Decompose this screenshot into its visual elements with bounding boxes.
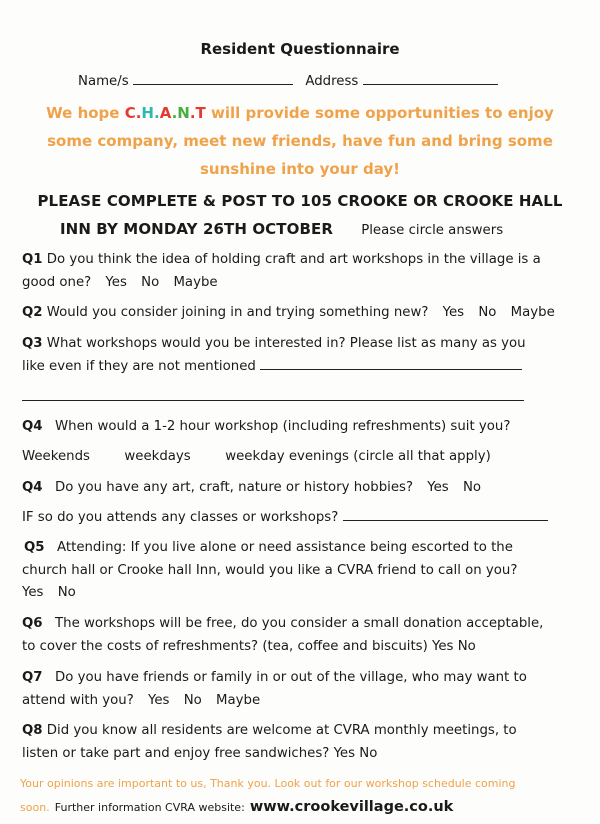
q3-line-1 <box>22 336 526 351</box>
q2-answer-no[interactable]: No <box>478 305 497 320</box>
chant-dot: . <box>189 104 196 122</box>
intro-line-3: sunshine into your day! <box>199 160 401 178</box>
q8-line-2 <box>22 746 377 761</box>
q6-answer-yes[interactable]: Yes <box>432 639 454 654</box>
chant-letter: C <box>124 104 136 122</box>
q2-number: Q2 <box>22 305 43 320</box>
q6-line-1 <box>22 616 543 631</box>
q8-text: Did you know all residents are welcome at CVRA monthly meetings, to <box>46 723 517 738</box>
q2-text: Would you consider joining in and trying something new? <box>46 305 429 320</box>
footer-line-2 <box>20 796 453 815</box>
q2-answer-maybe[interactable]: Maybe <box>510 305 555 320</box>
q4b-followup-text: IF so do you attends any classes or workshops? <box>22 510 339 525</box>
q1-answer-maybe[interactable]: Maybe <box>173 275 218 290</box>
q1-number: Q1 <box>22 252 43 267</box>
q5-number: Q5 <box>24 540 45 555</box>
q4a-option-weekdays[interactable]: weekdays <box>124 449 191 464</box>
q7-line-1 <box>22 670 527 685</box>
address-field[interactable] <box>363 83 498 85</box>
chant-letter: H <box>141 104 154 122</box>
chant-dot: . <box>135 104 142 122</box>
q4b-line <box>22 480 481 495</box>
footer-soon: soon. <box>20 801 50 814</box>
q8-answer-no[interactable]: No <box>359 746 378 761</box>
q8-text: listen or take part and enjoy free sandwiches? <box>22 746 330 761</box>
q5-line-2: church hall or Crooke hall Inn, would you like a CVRA friend to call on you? <box>22 563 518 578</box>
intro-text: will provide some opportunities to enjoy <box>205 104 554 122</box>
q7-answer-no[interactable]: No <box>183 693 202 708</box>
q3-answer-field-2[interactable] <box>22 400 524 401</box>
q7-number: Q7 <box>22 670 43 685</box>
q7-text: attend with you? <box>22 693 134 708</box>
q6-line-2 <box>22 639 476 654</box>
q7-line-2 <box>22 693 260 708</box>
q6-number: Q6 <box>22 616 43 631</box>
q1-answer-yes[interactable]: Yes <box>105 275 127 290</box>
instruction-line-2 <box>60 219 503 238</box>
q5-text: Attending: If you live alone or need assistance being escorted to the <box>57 540 513 555</box>
chant-letter: T <box>195 104 206 122</box>
q8-answer-yes[interactable]: Yes <box>333 746 356 761</box>
q7-answer-yes[interactable]: Yes <box>148 693 170 708</box>
q1-line-2 <box>22 275 218 290</box>
q3-answer-field[interactable] <box>260 368 522 370</box>
website-link[interactable]: www.crookevillage.co.uk <box>249 799 454 815</box>
q1-text: Do you think the idea of holding craft and art workshops in the village is a <box>46 252 541 267</box>
q5-answer-no[interactable]: No <box>57 585 76 600</box>
name-label: Name/s <box>78 74 129 89</box>
q4b-answer-no[interactable]: No <box>462 480 482 495</box>
q4a-note: (circle all that apply) <box>353 449 491 464</box>
q4b-followup-field[interactable] <box>343 519 548 521</box>
chant-letter: N <box>177 104 190 122</box>
intro-line-1 <box>0 104 600 122</box>
q4a-number: Q4 <box>22 419 43 434</box>
q6-text: to cover the costs of refreshments? (tea, coffee and biscuits) <box>22 639 428 654</box>
chant-letter: A <box>159 104 172 122</box>
deadline-text: INN BY MONDAY 26TH OCTOBER <box>60 220 334 238</box>
q4a-options <box>22 449 491 464</box>
chant-dot: . <box>171 104 178 122</box>
footer-info: Further information CVRA website: <box>54 801 245 814</box>
q1-answer-no[interactable]: No <box>141 275 160 290</box>
address-label: Address <box>305 74 359 89</box>
q5-line-1 <box>24 540 513 555</box>
q6-answer-no[interactable]: No <box>457 639 476 654</box>
q4a-option-weekday-evenings[interactable]: weekday evenings <box>225 449 349 464</box>
q4b-text: Do you have any art, craft, nature or history hobbies? <box>55 480 414 495</box>
q2-line <box>22 305 555 320</box>
footer-line-1: Your opinions are important to us, Thank you. Look out for our workshop schedule coming <box>20 777 516 790</box>
instruction-line-1: PLEASE COMPLETE & POST TO 105 CROOKE OR CROOKE HALL <box>37 192 563 210</box>
chant-name <box>125 104 206 122</box>
q1-line-1 <box>22 252 541 267</box>
q4a-option-weekends[interactable]: Weekends <box>22 449 90 464</box>
page-title: Resident Questionnaire <box>200 40 400 58</box>
intro-line-2: some company, meet new friends, have fun and bring some <box>47 132 553 150</box>
q8-line-1 <box>22 723 517 738</box>
q4a-text: When would a 1-2 hour workshop (including refreshments) suit you? <box>55 419 511 434</box>
q5-answers <box>22 585 76 600</box>
q4b-followup <box>22 510 548 525</box>
intro-text: We hope <box>46 104 125 122</box>
q8-number: Q8 <box>22 723 43 738</box>
q6-text: The workshops will be free, do you consider a small donation acceptable, <box>55 616 544 631</box>
name-field[interactable] <box>133 83 293 85</box>
q4a-line <box>22 419 510 434</box>
q5-answer-yes[interactable]: Yes <box>22 585 44 600</box>
chant-dot: . <box>153 104 160 122</box>
q1-text: good one? <box>22 275 92 290</box>
q3-text: like even if they are not mentioned <box>22 359 256 374</box>
q4b-answer-yes[interactable]: Yes <box>427 480 449 495</box>
q2-answer-yes[interactable]: Yes <box>442 305 465 320</box>
q3-number: Q3 <box>22 336 43 351</box>
q3-line-2 <box>22 359 522 374</box>
q7-answer-maybe[interactable]: Maybe <box>216 693 261 708</box>
circle-answers-note: Please circle answers <box>361 223 504 238</box>
name-address-row <box>78 74 498 89</box>
q7-text: Do you have friends or family in or out of the village, who may want to <box>55 670 527 685</box>
q4b-number: Q4 <box>22 480 43 495</box>
q3-text: What workshops would you be interested in? Please list as many as you <box>46 336 526 351</box>
